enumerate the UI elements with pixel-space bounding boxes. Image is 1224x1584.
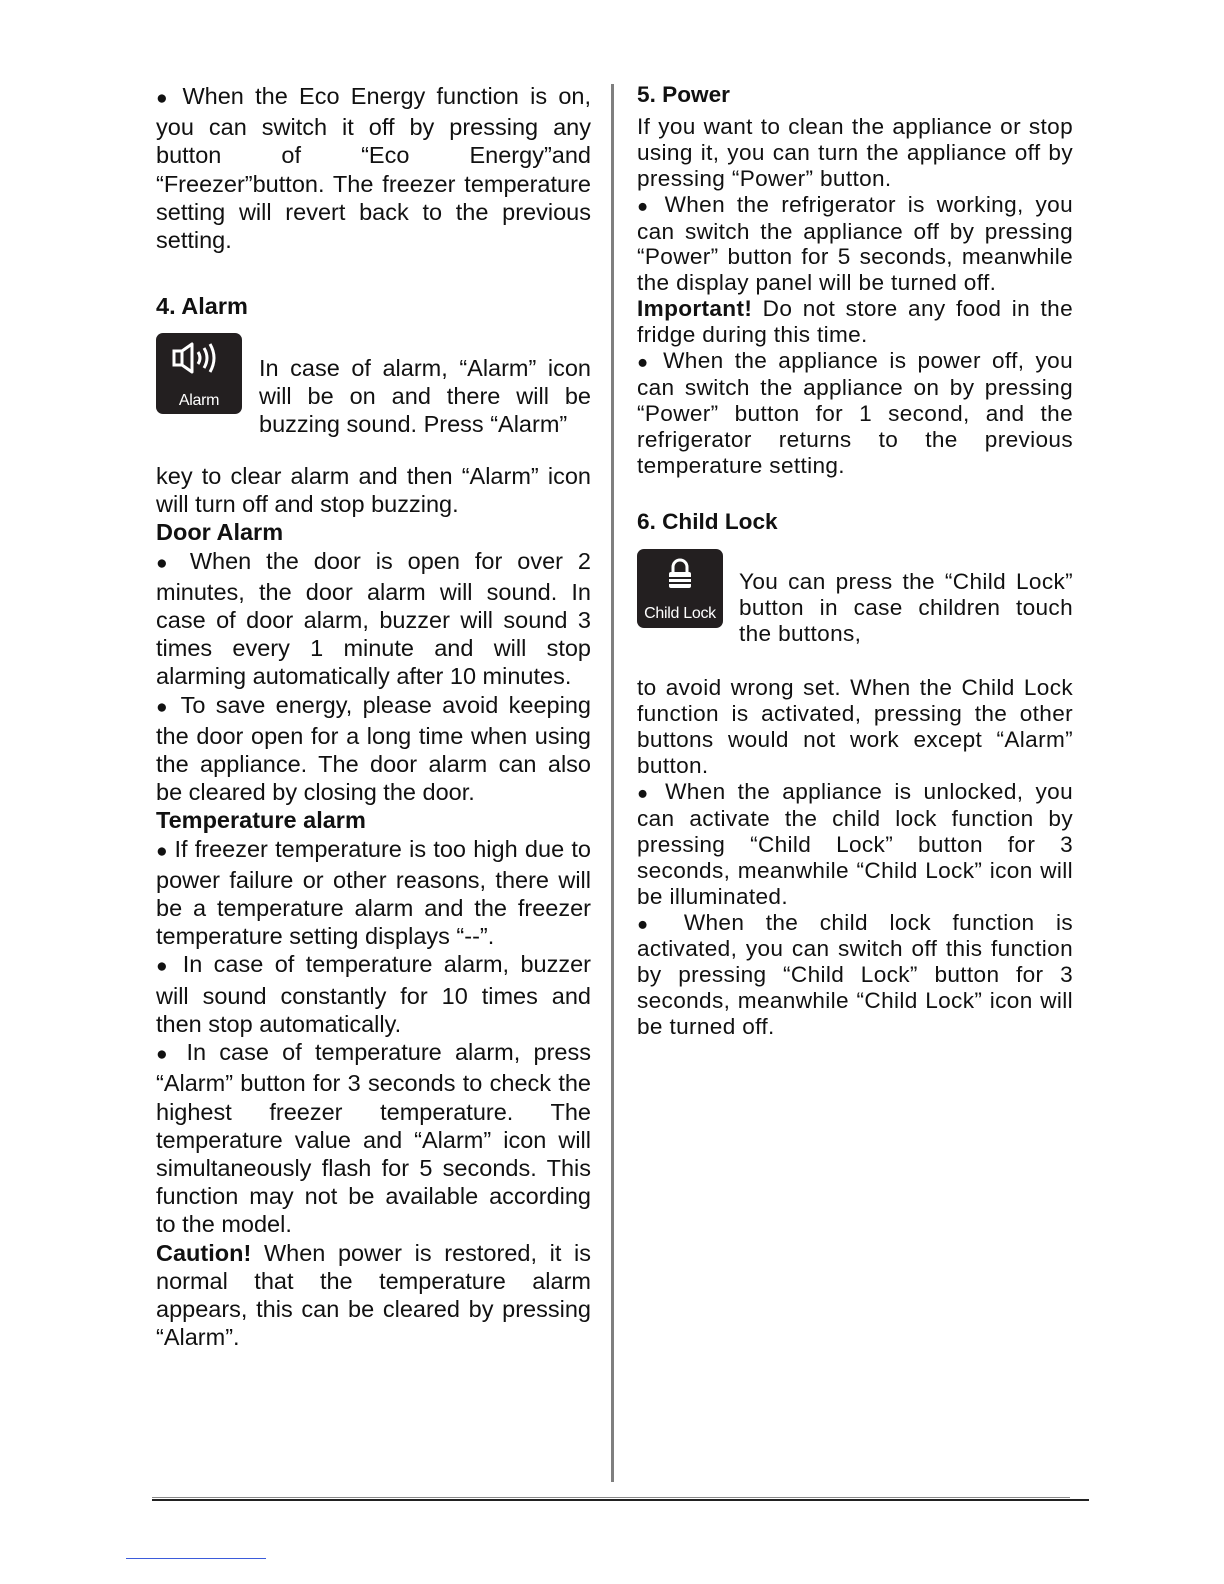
temperature-alarm-bullet-2: ● In case of temperature alarm, buzzer will sound constantly for 10 times and then stop automatically.: [156, 950, 591, 1038]
power-heading: 5. Power: [637, 82, 730, 107]
padlock-icon: [665, 557, 695, 591]
caution-label: Caution!: [156, 1239, 252, 1266]
alarm-text-b: key to clear alarm and then “Alarm” icon will turn off and stop buzzing.: [156, 463, 591, 518]
eco-energy-paragraph: ● When the Eco Energy function is on, you can switch it off by pressing any button of “Eco Energy”and “Freezer”button. The freezer temperature setting will revert back to the previous setting.: [156, 82, 591, 254]
important-text: Do not store any food in the fridge during this time.: [637, 296, 1073, 348]
child-lock-heading: 6. Child Lock: [637, 508, 778, 534]
temperature-alarm-heading: Temperature alarm: [156, 807, 366, 834]
child-lock-icon-label: Child Lock: [644, 604, 716, 622]
temperature-alarm-bullet-1: ● If freezer temperature is too high due to power failure or other reasons, there will be a temperature alarm and the freezer temperature setting displays “--”.: [156, 835, 591, 951]
footer-rule-thin: [152, 1497, 1070, 1498]
alarm-intro: [156, 330, 591, 462]
footer-link-underline: [126, 1558, 266, 1559]
footer-rule: [152, 1499, 1089, 1501]
important-label: Important!: [637, 296, 753, 322]
alarm-icon-label: Alarm: [178, 392, 220, 410]
child-lock-text-b: to avoid wrong set. When the Child Lock function is activated, pressing the other buttons would not work except “Alarm” button.: [637, 675, 1073, 779]
door-alarm-bullet-1: ● When the door is open for over 2 minutes, the door alarm will sound. In case of door alarm, buzzer will sound 3 times every 1 minute and will stop alarming automatically after 10 minutes.: [156, 547, 591, 691]
door-alarm-bullet-2: ● To save energy, please avoid keeping the door open for a long time when using the appliance. The door alarm can also be cleared by closing the door.: [156, 691, 591, 807]
speaker-icon: [172, 341, 226, 375]
right-column: [637, 82, 1073, 1040]
caution-paragraph: [156, 1239, 591, 1352]
power-bullet-2: ● When the appliance is power off, you can switch the appliance on by pressing “Power” button for 1 second, and the refrigerator returns to the previous temperature setting.: [637, 348, 1073, 479]
column-divider: [611, 84, 614, 1482]
door-alarm-heading: Door Alarm: [156, 519, 284, 546]
child-lock-text-a: You can press the “Child Lock” button in case children touch the buttons,: [739, 569, 1073, 646]
child-lock-icon-badge: [637, 549, 723, 628]
temperature-alarm-bullet-3: ● In case of temperature alarm, press “Alarm” button for 3 seconds to check the highest freezer temperature. The temperature value and “Alarm” icon will simultaneously flash for 5 seconds. This function may not be available according to the model.: [156, 1038, 591, 1238]
child-lock-bullet-1: ● When the appliance is unlocked, you can activate the child lock function by pressing “Child Lock” button for 3 seconds, meanwhile “Child Lock” icon will be illuminated.: [637, 779, 1073, 910]
alarm-heading: 4. Alarm: [156, 293, 248, 320]
child-lock-bullet-2: ● When the child lock function is activated, you can switch off this function by pressing “Child Lock” button for 3 seconds, meanwhile “Child Lock” icon will be turned off.: [637, 910, 1073, 1041]
power-paragraph: If you want to clean the appliance or stop using it, you can turn the appliance off by pressing “Power” button.: [637, 113, 1073, 191]
child-lock-intro: [637, 547, 1073, 670]
alarm-text-a: In case of alarm, “Alarm” icon will be on and there will be buzzing sound. Press “Alarm”: [259, 354, 591, 438]
important-paragraph: [637, 296, 1073, 348]
power-bullet-1: ● When the refrigerator is working, you can switch the appliance off by pressing “Power” button for 5 seconds, meanwhile the display panel will be turned off.: [637, 192, 1073, 297]
alarm-icon-badge: [156, 333, 242, 414]
left-column: [156, 82, 591, 1351]
caution-text: When power is restored, it is normal that the temperature alarm appears, this can be cleared by pressing “Alarm”.: [156, 1239, 591, 1351]
